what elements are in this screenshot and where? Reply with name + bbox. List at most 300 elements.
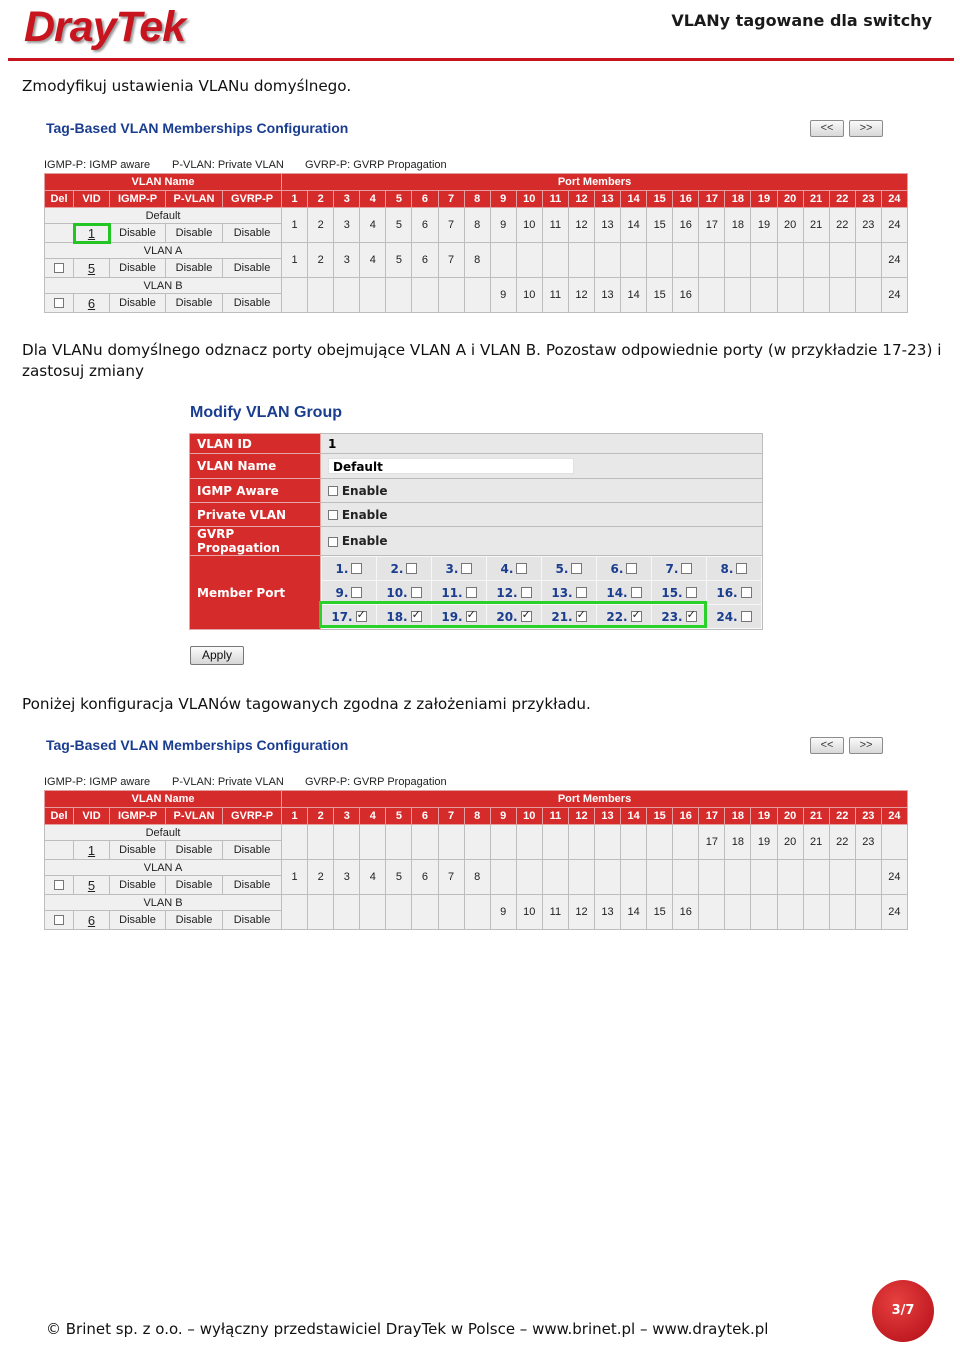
port-member-cell: 3	[334, 860, 360, 895]
vlan-name-header: VLAN Name	[45, 174, 282, 191]
port-member-cell: 9	[490, 895, 516, 930]
port-member-cell: 8	[464, 208, 490, 243]
port-header: 17	[699, 191, 725, 208]
port-member-cell: 5	[386, 860, 412, 895]
port-member-cell	[829, 860, 855, 895]
port-member-cell: 22	[829, 825, 855, 860]
port-member-cell	[516, 243, 542, 278]
port-member-cell: 2	[308, 860, 334, 895]
member-port-checkbox[interactable]	[576, 611, 587, 622]
port-member-cell: 1	[282, 208, 308, 243]
vlan-row-name: VLAN A	[45, 243, 282, 259]
port-member-cell	[673, 825, 699, 860]
port-member-cell	[855, 243, 881, 278]
port-member-cell: 20	[777, 825, 803, 860]
vid-header: VID	[74, 808, 110, 825]
port-member-cell	[360, 825, 386, 860]
port-header: 18	[725, 191, 751, 208]
port-member-cell: 21	[803, 825, 829, 860]
port-member-cell: 5	[386, 208, 412, 243]
gvrp-value: Disable	[223, 294, 282, 313]
vlan-id-link[interactable]: 6	[87, 295, 96, 311]
port-member-cell	[855, 895, 881, 930]
delete-checkbox[interactable]	[54, 915, 64, 925]
port-member-cell	[621, 825, 647, 860]
port-member-cell: 12	[568, 208, 594, 243]
port-header: 24	[881, 191, 907, 208]
port-member-cell: 9	[490, 278, 516, 313]
footer-text: © Brinet sp. z o.o. – wyłączny przedstawiciel DrayTek w Polsce – www.brinet.pl – www.draytek.pl	[46, 1320, 769, 1338]
port-member-cell: 21	[803, 208, 829, 243]
port-member-cell	[725, 895, 751, 930]
port-member-cell: 2	[308, 243, 334, 278]
member-port-label: 18.	[386, 609, 408, 624]
port-member-cell: 24	[881, 208, 907, 243]
member-port-checkbox[interactable]	[681, 563, 692, 574]
port-member-cell	[542, 825, 568, 860]
membership-table	[44, 173, 908, 313]
port-member-cell	[699, 860, 725, 895]
port-header: 2	[308, 191, 334, 208]
paragraph-1: Zmodyfikuj ustawienia VLANu domyślnego.	[22, 77, 352, 95]
member-port-checkbox[interactable]	[516, 563, 527, 574]
member-port-label: Member Port	[190, 556, 321, 630]
port-member-cell: 4	[360, 860, 386, 895]
vlan-id-value: 1	[321, 434, 763, 454]
port-member-cell	[647, 243, 673, 278]
paragraph-3: Poniżej konfiguracja VLANów tagowanych zgodna z założeniami przykładu.	[22, 695, 591, 713]
member-port-label: 14.	[606, 585, 628, 600]
port-member-cell	[412, 895, 438, 930]
port-header: 11	[542, 191, 568, 208]
port-member-cell: 24	[881, 860, 907, 895]
port-member-cell: 17	[699, 825, 725, 860]
port-header: 12	[568, 191, 594, 208]
port-member-cell: 6	[412, 243, 438, 278]
member-port-checkbox[interactable]	[521, 587, 532, 598]
igmp-value: Disable	[110, 294, 166, 313]
port-member-cell: 6	[412, 860, 438, 895]
member-port-label: 6.	[610, 561, 624, 576]
port-member-cell: 16	[673, 208, 699, 243]
legend-igmp: IGMP-P: IGMP aware	[44, 776, 151, 788]
member-port-checkbox[interactable]	[686, 611, 697, 622]
draytek-logo: DrayTek	[24, 3, 186, 51]
igmp-value: Disable	[110, 259, 166, 278]
member-port-checkbox[interactable]	[411, 587, 422, 598]
port-header: 4	[360, 808, 386, 825]
igmp-aware-label: IGMP Aware	[190, 479, 321, 503]
port-header: 4	[360, 191, 386, 208]
port-header: 12	[568, 808, 594, 825]
port-member-cell: 23	[855, 208, 881, 243]
port-member-cell	[308, 825, 334, 860]
prev-page-button[interactable]: <<	[810, 737, 844, 754]
port-member-cell: 10	[516, 895, 542, 930]
member-port-label: 20.	[496, 609, 518, 624]
port-member-cell: 6	[412, 208, 438, 243]
port-header: 22	[829, 808, 855, 825]
port-member-cell	[803, 860, 829, 895]
port-member-cell	[464, 278, 490, 313]
port-member-cell	[621, 860, 647, 895]
member-port-checkbox[interactable]	[686, 587, 697, 598]
port-member-cell	[568, 825, 594, 860]
member-port-checkbox[interactable]	[351, 587, 362, 598]
port-header: 9	[490, 808, 516, 825]
port-member-cell: 20	[777, 208, 803, 243]
header-title: VLANy tagowane dla switchy	[671, 11, 932, 30]
port-member-cell	[699, 895, 725, 930]
port-member-cell	[334, 895, 360, 930]
port-header: 9	[490, 191, 516, 208]
port-header: 19	[751, 808, 777, 825]
port-member-cell	[516, 825, 542, 860]
member-port-label: 11.	[441, 585, 463, 600]
legend-pvlan: P-VLAN: Private VLAN	[172, 159, 284, 171]
port-member-cell: 8	[464, 860, 490, 895]
port-member-cell: 13	[595, 278, 621, 313]
port-member-cell: 24	[881, 278, 907, 313]
port-member-cell	[516, 860, 542, 895]
port-member-cell: 19	[751, 825, 777, 860]
vlan-row-name: VLAN B	[45, 278, 282, 294]
apply-button[interactable]: Apply	[190, 646, 244, 665]
port-member-cell	[490, 860, 516, 895]
port-header: 15	[647, 808, 673, 825]
igmp-header: IGMP-P	[110, 191, 166, 208]
igmp-value: Disable	[110, 224, 166, 243]
paragraph-2: Dla VLANu domyślnego odznacz porty obejmujące VLAN A i VLAN B. Pozostaw odpowiednie porty (w przykładzie 17-23) i zastosuj zmiany	[22, 341, 942, 380]
delete-checkbox[interactable]	[54, 880, 64, 890]
member-port-label: 19.	[441, 609, 463, 624]
port-member-cell	[438, 895, 464, 930]
port-member-cell	[542, 860, 568, 895]
vlan-id-link[interactable]: 1	[87, 842, 96, 858]
membership-panel-after	[44, 737, 908, 937]
port-header: 23	[855, 191, 881, 208]
port-member-cell: 10	[516, 278, 542, 313]
port-member-cell	[282, 825, 308, 860]
port-header: 6	[412, 808, 438, 825]
port-member-cell	[568, 860, 594, 895]
member-port-checkbox[interactable]	[356, 611, 367, 622]
port-member-cell	[829, 243, 855, 278]
del-header: Del	[45, 808, 74, 825]
membership-panel-before	[44, 120, 908, 320]
port-header: 19	[751, 191, 777, 208]
member-port-checkbox[interactable]	[741, 587, 752, 598]
port-member-cell	[568, 243, 594, 278]
port-header: 13	[595, 808, 621, 825]
port-member-cell: 9	[490, 208, 516, 243]
member-port-label: 17.	[331, 609, 353, 624]
port-header: 8	[464, 191, 490, 208]
port-member-cell: 13	[595, 895, 621, 930]
member-port-checkbox[interactable]	[631, 611, 642, 622]
port-member-cell	[881, 825, 907, 860]
port-header: 3	[334, 191, 360, 208]
port-member-cell: 14	[621, 895, 647, 930]
port-member-cell: 17	[699, 208, 725, 243]
port-member-cell	[777, 895, 803, 930]
port-header: 10	[516, 808, 542, 825]
vlan-row-name: Default	[45, 825, 282, 841]
membership-table	[44, 790, 908, 930]
port-member-cell: 5	[386, 243, 412, 278]
port-member-cell	[282, 278, 308, 313]
delete-checkbox[interactable]	[54, 263, 64, 273]
port-members-header: Port Members	[282, 791, 908, 808]
igmp-aware-checkbox[interactable]	[328, 486, 338, 496]
pvlan-value: Disable	[166, 876, 223, 895]
port-member-cell: 18	[725, 208, 751, 243]
port-header: 5	[386, 191, 412, 208]
port-member-cell: 12	[568, 278, 594, 313]
port-header: 6	[412, 191, 438, 208]
port-member-cell	[725, 860, 751, 895]
port-member-cell	[725, 243, 751, 278]
pvlan-header: P-VLAN	[166, 191, 223, 208]
member-port-checkbox[interactable]	[631, 587, 642, 598]
vlan-id-link[interactable]: 5	[87, 260, 96, 276]
port-member-cell: 14	[621, 278, 647, 313]
port-header: 7	[438, 808, 464, 825]
port-member-cell: 3	[334, 208, 360, 243]
port-member-cell	[360, 278, 386, 313]
legend-igmp: IGMP-P: IGMP aware	[44, 159, 151, 171]
prev-page-button[interactable]: <<	[810, 120, 844, 137]
port-member-cell	[334, 825, 360, 860]
member-port-checkbox[interactable]	[521, 611, 532, 622]
port-member-cell	[438, 278, 464, 313]
member-port-label: 5.	[555, 561, 569, 576]
legend-gvrp: GVRP-P: GVRP Propagation	[305, 776, 447, 788]
member-port-label: 23.	[661, 609, 683, 624]
port-header: 16	[673, 191, 699, 208]
port-header: 13	[595, 191, 621, 208]
port-header: 14	[621, 191, 647, 208]
legend-gvrp: GVRP-P: GVRP Propagation	[305, 159, 447, 171]
member-port-checkbox[interactable]	[741, 611, 752, 622]
port-member-cell	[464, 895, 490, 930]
port-member-cell: 15	[647, 895, 673, 930]
port-member-cell	[334, 278, 360, 313]
port-member-cell	[803, 243, 829, 278]
gvrp-value: Disable	[223, 841, 282, 860]
port-header: 1	[282, 191, 308, 208]
member-port-checkbox[interactable]	[461, 563, 472, 574]
modify-vlan-title: Modify VLAN Group	[190, 404, 342, 421]
member-port-checkbox[interactable]	[466, 611, 477, 622]
vlan-row-name: VLAN A	[45, 860, 282, 876]
port-member-cell: 4	[360, 243, 386, 278]
igmp-value: Disable	[110, 911, 166, 930]
pvlan-header: P-VLAN	[166, 808, 223, 825]
port-member-cell	[542, 243, 568, 278]
port-member-cell: 1	[282, 860, 308, 895]
port-member-cell	[412, 278, 438, 313]
port-member-cell: 16	[673, 278, 699, 313]
member-port-checkbox[interactable]	[466, 587, 477, 598]
pvlan-value: Disable	[166, 911, 223, 930]
del-header: Del	[45, 191, 74, 208]
vlan-id-link[interactable]: 6	[87, 912, 96, 928]
port-member-cell	[777, 243, 803, 278]
port-member-cell	[308, 278, 334, 313]
vid-header: VID	[74, 191, 110, 208]
private-vlan-checkbox[interactable]	[328, 510, 338, 520]
member-port-checkbox[interactable]	[406, 563, 417, 574]
port-member-cell	[438, 825, 464, 860]
member-port-checkbox[interactable]	[411, 611, 422, 622]
port-header: 21	[803, 191, 829, 208]
port-member-cell	[595, 860, 621, 895]
port-header: 2	[308, 808, 334, 825]
gvrp-value: Disable	[223, 259, 282, 278]
port-member-cell	[751, 243, 777, 278]
member-port-label: 13.	[551, 585, 573, 600]
port-member-cell	[829, 278, 855, 313]
member-port-label: 7.	[665, 561, 679, 576]
member-port-checkbox[interactable]	[576, 587, 587, 598]
port-member-cell: 7	[438, 208, 464, 243]
membership-title: Tag-Based VLAN Memberships Configuration	[46, 737, 349, 753]
port-member-cell	[673, 860, 699, 895]
gvrp-header: GVRP-P	[223, 191, 282, 208]
gvrp-propagation-label: GVRP Propagation	[190, 527, 321, 556]
port-member-cell	[595, 243, 621, 278]
port-member-cell	[621, 243, 647, 278]
port-member-cell	[647, 860, 673, 895]
pvlan-value: Disable	[166, 841, 223, 860]
port-member-cell: 7	[438, 860, 464, 895]
port-member-cell: 23	[855, 825, 881, 860]
port-member-cell: 1	[282, 243, 308, 278]
port-member-cell	[412, 825, 438, 860]
next-page-button[interactable]: >>	[849, 120, 883, 137]
port-member-cell: 18	[725, 825, 751, 860]
member-port-checkbox[interactable]	[571, 563, 582, 574]
port-member-cell	[777, 278, 803, 313]
port-header: 1	[282, 808, 308, 825]
port-header: 22	[829, 191, 855, 208]
member-port-label: 4.	[500, 561, 514, 576]
member-port-checkbox[interactable]	[736, 563, 747, 574]
legend-pvlan: P-VLAN: Private VLAN	[172, 776, 284, 788]
port-header: 20	[777, 808, 803, 825]
port-header: 11	[542, 808, 568, 825]
port-members-header: Port Members	[282, 174, 908, 191]
port-member-cell	[751, 860, 777, 895]
port-header: 18	[725, 808, 751, 825]
port-member-cell: 24	[881, 895, 907, 930]
port-member-cell	[673, 243, 699, 278]
port-member-cell: 24	[881, 243, 907, 278]
member-port-label: 3.	[445, 561, 459, 576]
port-header: 3	[334, 808, 360, 825]
port-member-cell	[855, 860, 881, 895]
port-member-cell	[803, 278, 829, 313]
gvrp-checkbox[interactable]	[328, 537, 338, 547]
port-header: 20	[777, 191, 803, 208]
gvrp-value: Disable	[223, 876, 282, 895]
gvrp-header: GVRP-P	[223, 808, 282, 825]
vlan-id-link[interactable]: 1	[87, 225, 96, 241]
member-port-label: 22.	[606, 609, 628, 624]
vlan-name-label: VLAN Name	[190, 454, 321, 479]
port-member-cell	[751, 895, 777, 930]
next-page-button[interactable]: >>	[849, 737, 883, 754]
port-member-cell	[829, 895, 855, 930]
port-header: 5	[386, 808, 412, 825]
port-header: 8	[464, 808, 490, 825]
port-member-cell	[699, 243, 725, 278]
port-member-cell	[490, 825, 516, 860]
igmp-value: Disable	[110, 876, 166, 895]
port-member-cell	[282, 895, 308, 930]
port-member-cell	[855, 278, 881, 313]
port-member-cell: 11	[542, 278, 568, 313]
modify-vlan-table	[189, 433, 763, 630]
port-member-cell	[777, 860, 803, 895]
member-port-checkbox[interactable]	[626, 563, 637, 574]
pvlan-value: Disable	[166, 224, 223, 243]
port-member-cell	[647, 825, 673, 860]
delete-checkbox[interactable]	[54, 298, 64, 308]
port-member-cell	[464, 825, 490, 860]
member-port-grid	[321, 556, 762, 629]
port-member-cell: 19	[751, 208, 777, 243]
gvrp-enable-label: Enable	[341, 534, 388, 548]
member-port-label: 15.	[661, 585, 683, 600]
vlan-id-label: VLAN ID	[190, 434, 321, 454]
port-header: 17	[699, 808, 725, 825]
private-enable-label: Enable	[341, 507, 388, 522]
vlan-name-input[interactable]: Default	[328, 458, 574, 474]
port-member-cell	[360, 895, 386, 930]
pvlan-value: Disable	[166, 259, 223, 278]
member-port-label: 1.	[335, 561, 349, 576]
vlan-row-name: Default	[45, 208, 282, 224]
port-member-cell	[386, 895, 412, 930]
port-member-cell: 8	[464, 243, 490, 278]
port-member-cell	[386, 278, 412, 313]
member-port-checkbox[interactable]	[351, 563, 362, 574]
vlan-row-name: VLAN B	[45, 895, 282, 911]
gvrp-value: Disable	[223, 911, 282, 930]
port-header: 15	[647, 191, 673, 208]
port-header: 24	[881, 808, 907, 825]
port-member-cell	[490, 243, 516, 278]
igmp-enable-label: Enable	[341, 483, 388, 498]
member-port-label: 12.	[496, 585, 518, 600]
port-member-cell	[751, 278, 777, 313]
private-vlan-label: Private VLAN	[190, 503, 321, 527]
membership-title: Tag-Based VLAN Memberships Configuration	[46, 120, 349, 136]
port-member-cell	[595, 825, 621, 860]
port-member-cell: 11	[542, 208, 568, 243]
port-member-cell	[803, 895, 829, 930]
port-header: 10	[516, 191, 542, 208]
vlan-id-link[interactable]: 5	[87, 877, 96, 893]
port-member-cell: 7	[438, 243, 464, 278]
member-port-label: 10.	[386, 585, 408, 600]
member-port-label: 16.	[716, 585, 738, 600]
port-member-cell: 3	[334, 243, 360, 278]
header-divider	[8, 58, 954, 61]
port-header: 7	[438, 191, 464, 208]
